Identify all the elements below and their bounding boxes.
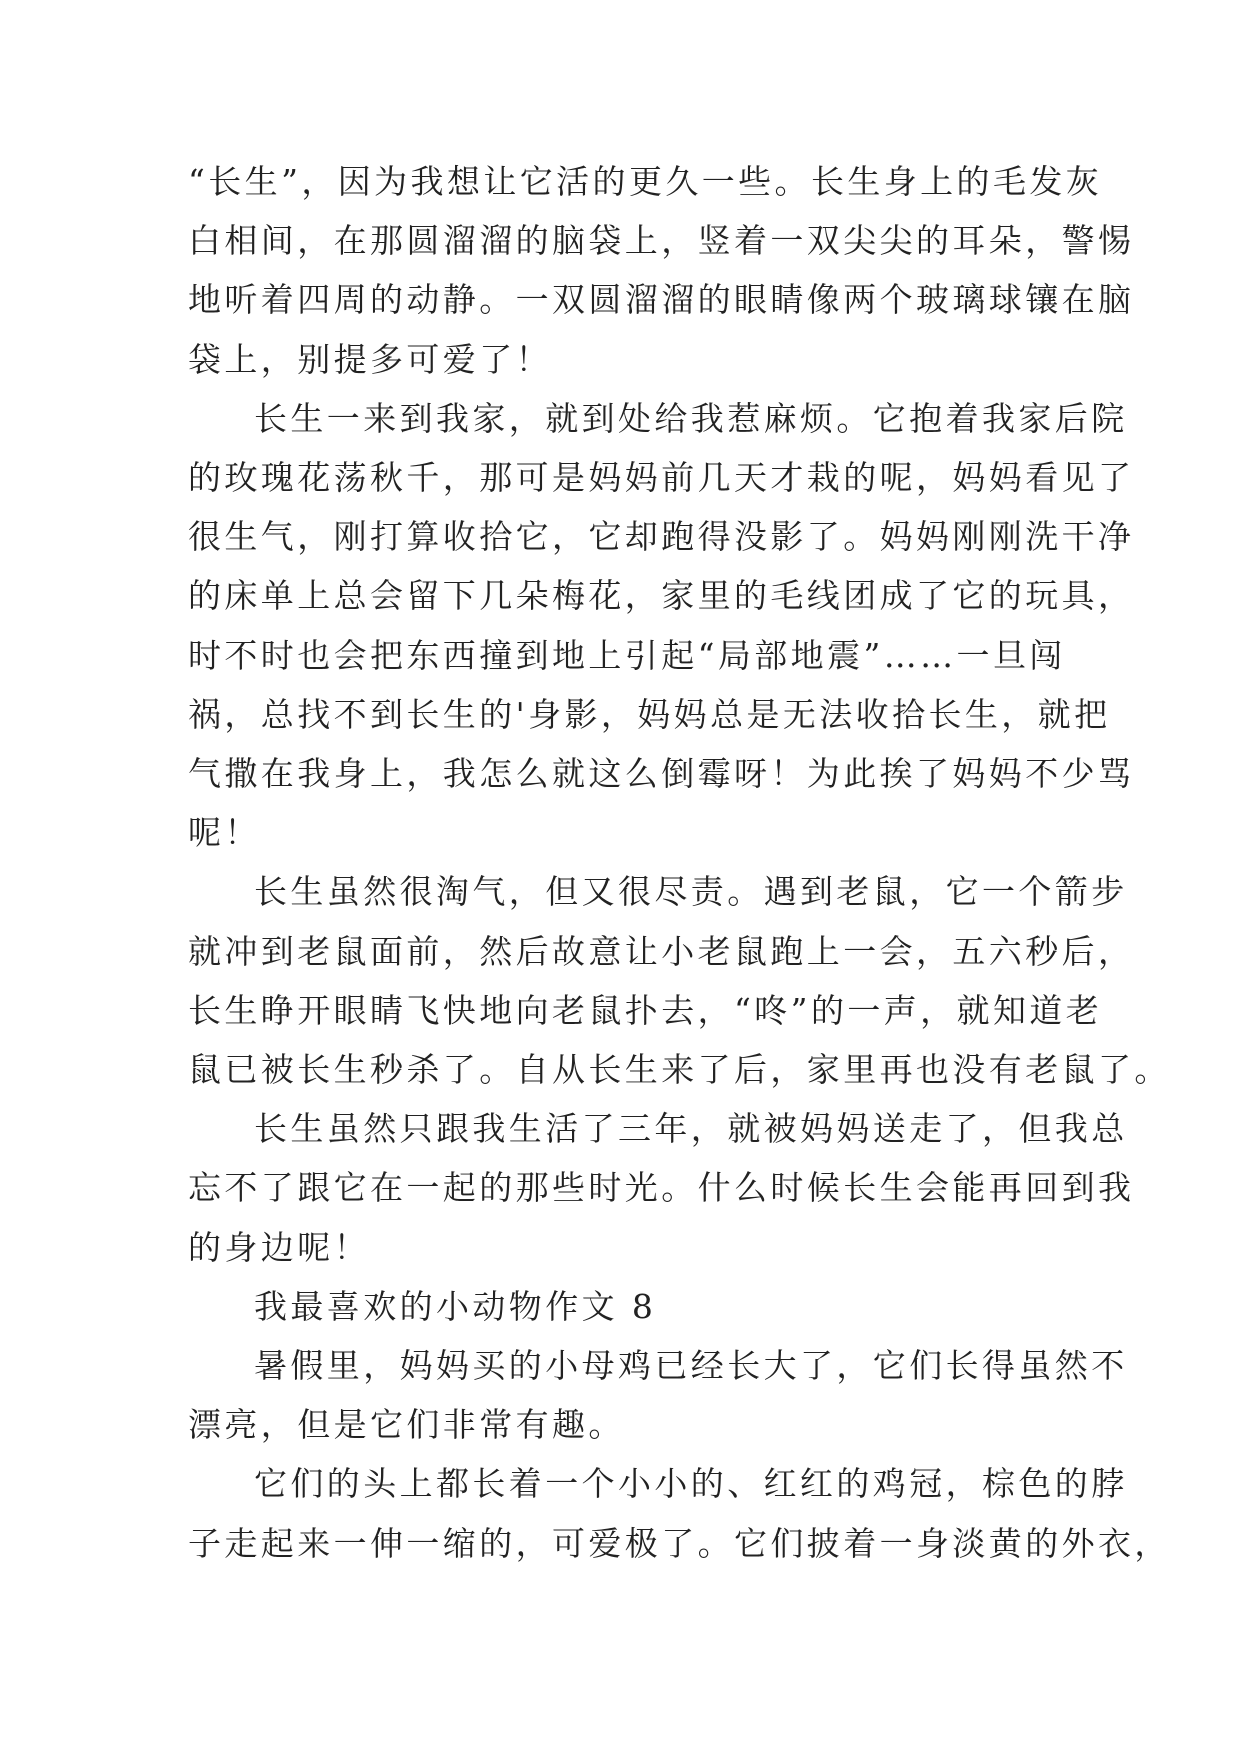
text-line: 长生一来到我家，就到处给我惹麻烦。它抱着我家后院 — [254, 398, 1128, 438]
paragraph — [188, 1336, 1128, 1454]
paragraph — [188, 1099, 1135, 1277]
text-line: 它们的头上都长着一个小小的、红红的鸡冠，棕色的脖 — [254, 1464, 1128, 1504]
text-line: 气撒在我身上，我怎么就这么倒霉呀！为此挨了妈妈不少骂 — [188, 754, 1135, 794]
text-line: 的身边呢！ — [188, 1227, 370, 1267]
text-line: 很生气，刚打算收拾它，它却跑得没影了。妈妈刚刚洗干净 — [188, 517, 1135, 557]
essay-body — [188, 152, 1171, 1573]
text-line: 白相间，在那圆溜溜的脑袋上，竖着一双尖尖的耳朵，警惕 — [188, 221, 1135, 261]
paragraph — [188, 1277, 1068, 1336]
paragraph — [188, 1454, 1171, 1572]
text-line: 时不时也会把东西撞到地上引起“局部地震”……一旦闯 — [188, 635, 1066, 675]
text-line: 袋上，别提多可爱了！ — [188, 339, 552, 379]
text-line: 忘不了跟它在一起的那些时光。什么时候长生会能再回到我 — [188, 1168, 1135, 1208]
text-line: 长生睁开眼睛飞快地向老鼠扑去，“咚”的一声，就知道老 — [188, 990, 1103, 1030]
paragraph — [188, 862, 1171, 1099]
text-line: “长生”，因为我想让它活的更久一些。长生身上的毛发灰 — [188, 162, 1103, 201]
text-line: 祸，总找不到长生的'身影，妈妈总是无法收拾长生，就把 — [188, 694, 1111, 734]
text-line: 就冲到老鼠面前，然后故意让小老鼠跑上一会，五六秒后， — [188, 931, 1135, 971]
text-line: 漂亮，但是它们非常有趣。 — [188, 1405, 625, 1445]
text-line: 地听着四周的动静。一双圆溜溜的眼睛像两个玻璃球镶在脑 — [188, 280, 1135, 320]
text-line: 的玫瑰花荡秋千，那可是妈妈前几天才栽的呢，妈妈看见了 — [188, 458, 1135, 498]
text-line: 长生虽然只跟我生活了三年，就被妈妈送走了，但我总 — [254, 1109, 1128, 1149]
text-line: 子走起来一伸一缩的，可爱极了。它们披着一身淡黄的外衣， — [188, 1523, 1171, 1563]
text-line: 呢！ — [188, 813, 261, 853]
text-line: 暑假里，妈妈买的小母鸡已经长大了，它们长得虽然不 — [254, 1346, 1128, 1386]
text-line: 的床单上总会留下几朵梅花，家里的毛线团成了它的玩具， — [188, 576, 1135, 616]
text-line: 鼠已被长生秒杀了。自从长生来了后，家里再也没有老鼠了。 — [188, 1050, 1171, 1090]
text-line: 长生虽然很淘气，但又很尽责。遇到老鼠，它一个箭步 — [254, 872, 1128, 912]
text-line: 我最喜欢的小动物作文 8 — [254, 1286, 657, 1326]
paragraph — [188, 152, 1135, 389]
paragraph — [188, 389, 1135, 863]
